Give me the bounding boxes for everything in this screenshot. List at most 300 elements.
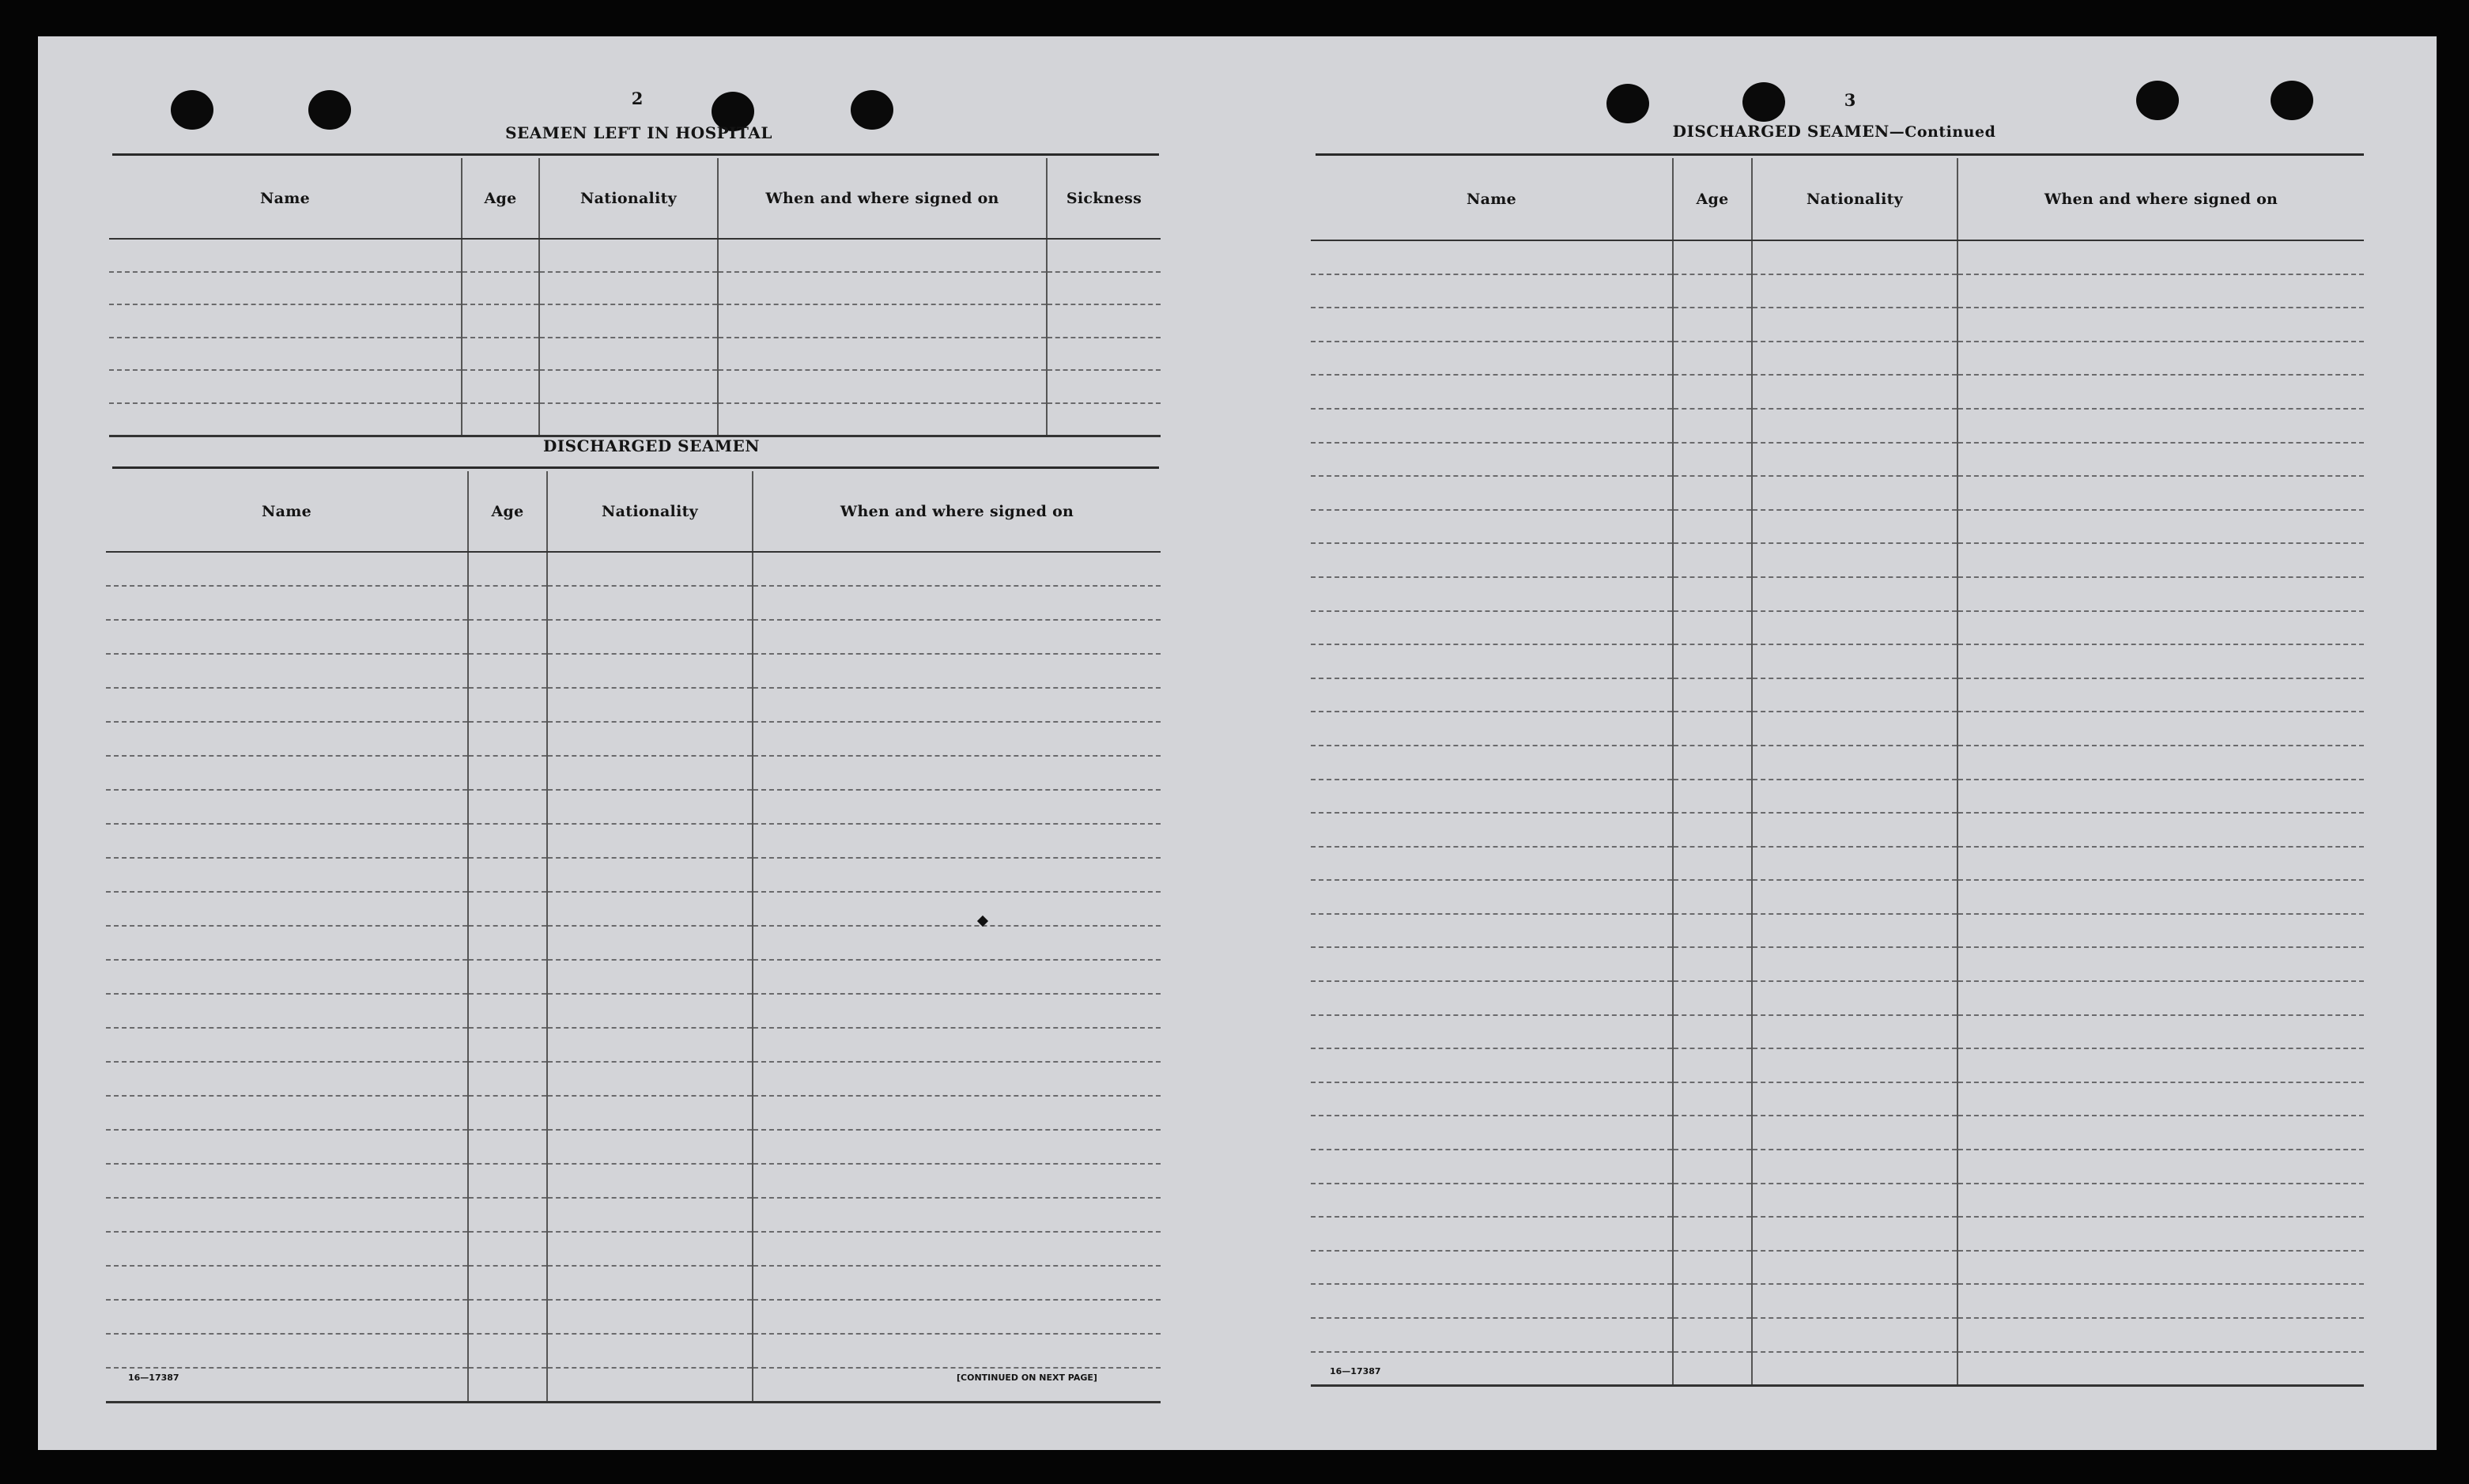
blank-entry-cell[interactable] <box>753 1198 1161 1232</box>
blank-entry-cell[interactable] <box>1673 1048 1752 1082</box>
blank-entry-cell[interactable] <box>1311 375 1673 409</box>
blank-entry-cell[interactable] <box>106 960 468 994</box>
blank-entry-cell[interactable] <box>106 1300 468 1334</box>
blank-entry-cell[interactable] <box>468 620 547 654</box>
table-row <box>1311 1318 2364 1352</box>
blank-entry-cell[interactable] <box>1957 1184 2364 1218</box>
blank-entry-cell[interactable] <box>1673 577 1752 611</box>
blank-entry-cell[interactable] <box>1673 813 1752 847</box>
blank-entry-cell[interactable] <box>1752 746 1957 780</box>
blank-entry-cell[interactable] <box>109 370 462 403</box>
column-header: Nationality <box>539 158 718 239</box>
table-row <box>106 1130 1161 1164</box>
blank-entry-cell[interactable] <box>468 1028 547 1062</box>
blank-entry-cell[interactable] <box>1957 947 2364 981</box>
blank-entry-cell[interactable] <box>1311 712 1673 746</box>
blank-entry-cell[interactable] <box>106 1232 468 1266</box>
blank-entry-cell[interactable] <box>547 1096 753 1130</box>
blank-entry-cell[interactable] <box>468 1062 547 1096</box>
blank-entry-cell[interactable] <box>1957 880 2364 914</box>
blank-entry-cell[interactable] <box>547 586 753 620</box>
blank-entry-cell[interactable] <box>753 892 1161 926</box>
blank-entry-cell[interactable] <box>462 338 539 371</box>
table-row <box>1311 813 2364 847</box>
blank-entry-cell[interactable] <box>753 1300 1161 1334</box>
blank-entry-cell[interactable] <box>1752 644 1957 678</box>
blank-entry-cell[interactable] <box>718 338 1047 371</box>
blank-entry-cell[interactable] <box>1957 1015 2364 1049</box>
blank-entry-cell[interactable] <box>1752 443 1957 477</box>
blank-entry-cell[interactable] <box>106 1062 468 1096</box>
blank-entry-cell[interactable] <box>1673 947 1752 981</box>
blank-entry-cell[interactable] <box>1957 611 2364 645</box>
blank-entry-cell[interactable] <box>468 994 547 1028</box>
blank-entry-cell[interactable] <box>547 892 753 926</box>
blank-entry-cell[interactable] <box>1957 443 2364 477</box>
blank-entry-cell[interactable] <box>547 926 753 960</box>
blank-entry-cell[interactable] <box>106 1130 468 1164</box>
blank-entry-cell[interactable] <box>1752 1048 1957 1082</box>
table-row <box>1311 1352 2364 1386</box>
blank-entry-cell[interactable] <box>468 858 547 892</box>
blank-entry-cell[interactable] <box>106 756 468 790</box>
blank-entry-cell[interactable] <box>753 1096 1161 1130</box>
blank-entry-cell[interactable] <box>547 620 753 654</box>
table-row <box>1311 746 2364 780</box>
blank-entry-cell[interactable] <box>1752 342 1957 376</box>
section-rule <box>1316 153 2364 156</box>
blank-entry-cell[interactable] <box>106 790 468 824</box>
blank-entry-cell[interactable] <box>1311 1251 1673 1285</box>
blank-entry-cell[interactable] <box>1311 1217 1673 1251</box>
blank-entry-cell[interactable] <box>1957 746 2364 780</box>
blank-entry-cell[interactable] <box>109 403 462 436</box>
table-row <box>1311 914 2364 948</box>
blank-entry-cell[interactable] <box>1957 1150 2364 1184</box>
blank-entry-cell[interactable] <box>1311 543 1673 577</box>
blank-entry-cell[interactable] <box>1311 1116 1673 1150</box>
discharged-continued-title <box>1673 122 1996 141</box>
blank-entry-cell[interactable] <box>1311 342 1673 376</box>
table-row <box>106 1300 1161 1334</box>
blank-entry-cell[interactable] <box>1311 409 1673 443</box>
blank-entry-cell[interactable] <box>1752 1318 1957 1352</box>
blank-entry-cell[interactable] <box>1752 308 1957 342</box>
blank-entry-cell[interactable] <box>547 688 753 722</box>
table-row <box>1311 443 2364 477</box>
blank-entry-cell[interactable] <box>539 338 718 371</box>
blank-entry-cell[interactable] <box>468 824 547 858</box>
blank-entry-cell[interactable] <box>547 722 753 756</box>
blank-entry-cell[interactable] <box>753 1062 1161 1096</box>
blank-entry-cell[interactable] <box>1673 1318 1752 1352</box>
blank-entry-cell[interactable] <box>718 272 1047 305</box>
blank-entry-cell[interactable] <box>539 304 718 338</box>
blank-entry-cell[interactable] <box>1311 1284 1673 1318</box>
blank-entry-cell[interactable] <box>547 1130 753 1164</box>
table-row <box>1311 1082 2364 1116</box>
blank-entry-cell[interactable] <box>1673 409 1752 443</box>
blank-entry-cell[interactable] <box>1752 274 1957 308</box>
blank-entry-cell[interactable] <box>106 1198 468 1232</box>
blank-entry-cell[interactable] <box>1957 308 2364 342</box>
blank-entry-cell[interactable] <box>1957 342 2364 376</box>
blank-entry-cell[interactable] <box>1957 375 2364 409</box>
blank-entry-cell[interactable] <box>1311 1150 1673 1184</box>
blank-entry-cell[interactable] <box>1752 780 1957 814</box>
blank-entry-cell[interactable] <box>109 239 462 272</box>
blank-entry-cell[interactable] <box>468 1096 547 1130</box>
blank-entry-cell[interactable] <box>1673 1150 1752 1184</box>
blank-entry-cell[interactable] <box>1673 443 1752 477</box>
table-row <box>1311 947 2364 981</box>
blank-entry-cell[interactable] <box>1047 304 1161 338</box>
blank-entry-cell[interactable] <box>1752 1352 1957 1386</box>
blank-entry-cell[interactable] <box>1752 1217 1957 1251</box>
blank-entry-cell[interactable] <box>539 239 718 272</box>
blank-entry-cell[interactable] <box>1047 239 1161 272</box>
blank-entry-cell[interactable] <box>106 688 468 722</box>
blank-entry-cell[interactable] <box>1957 409 2364 443</box>
blank-entry-cell[interactable] <box>753 1130 1161 1164</box>
page-number: 3 <box>1844 90 1856 110</box>
blank-entry-cell[interactable] <box>468 1198 547 1232</box>
blank-entry-cell[interactable] <box>106 994 468 1028</box>
blank-entry-cell[interactable] <box>1311 274 1673 308</box>
blank-entry-cell[interactable] <box>106 552 468 586</box>
form-number: 16—17387 <box>1330 1366 1381 1376</box>
blank-entry-cell[interactable] <box>1673 1251 1752 1285</box>
blank-entry-cell[interactable] <box>468 654 547 688</box>
blank-entry-cell[interactable] <box>106 1028 468 1062</box>
blank-entry-cell[interactable] <box>1673 981 1752 1015</box>
blank-entry-cell[interactable] <box>106 858 468 892</box>
table-row <box>1311 847 2364 881</box>
blank-entry-cell[interactable] <box>1673 510 1752 544</box>
blank-entry-cell[interactable] <box>1311 1318 1673 1352</box>
blank-entry-cell[interactable] <box>718 239 1047 272</box>
blank-entry-cell[interactable] <box>1311 1015 1673 1049</box>
blank-entry-cell[interactable] <box>109 304 462 338</box>
blank-entry-cell[interactable] <box>462 370 539 403</box>
blank-entry-cell[interactable] <box>753 858 1161 892</box>
blank-entry-cell[interactable] <box>1047 272 1161 305</box>
table-row <box>1311 780 2364 814</box>
blank-entry-cell[interactable] <box>1957 644 2364 678</box>
blank-entry-cell[interactable] <box>1957 1048 2364 1082</box>
blank-entry-cell[interactable] <box>1311 746 1673 780</box>
blank-entry-cell[interactable] <box>1752 1150 1957 1184</box>
blank-entry-cell[interactable] <box>1752 1184 1957 1218</box>
table-row <box>1311 880 2364 914</box>
blank-entry-cell[interactable] <box>1673 1015 1752 1049</box>
blank-entry-cell[interactable] <box>1752 240 1957 274</box>
blank-entry-cell[interactable] <box>1673 1184 1752 1218</box>
record-sheet <box>38 36 2437 1450</box>
blank-entry-cell[interactable] <box>1957 914 2364 948</box>
blank-entry-cell[interactable] <box>106 722 468 756</box>
blank-entry-cell[interactable] <box>462 304 539 338</box>
table-row <box>1311 1251 2364 1285</box>
blank-entry-cell[interactable] <box>106 824 468 858</box>
blank-entry-cell[interactable] <box>1752 914 1957 948</box>
blank-entry-cell[interactable] <box>1752 947 1957 981</box>
blank-entry-cell[interactable] <box>1311 1082 1673 1116</box>
blank-entry-cell[interactable] <box>106 1334 468 1368</box>
blank-entry-cell[interactable] <box>468 1130 547 1164</box>
blank-entry-cell[interactable] <box>547 1334 753 1368</box>
blank-entry-cell[interactable] <box>468 790 547 824</box>
blank-entry-cell[interactable] <box>1752 611 1957 645</box>
blank-entry-cell[interactable] <box>1311 308 1673 342</box>
blank-entry-cell[interactable] <box>753 994 1161 1028</box>
blank-entry-cell[interactable] <box>753 756 1161 790</box>
blank-entry-cell[interactable] <box>1311 611 1673 645</box>
blank-entry-cell[interactable] <box>547 824 753 858</box>
blank-entry-cell[interactable] <box>547 858 753 892</box>
blank-entry-cell[interactable] <box>718 304 1047 338</box>
blank-entry-cell[interactable] <box>462 239 539 272</box>
blank-entry-cell[interactable] <box>1673 880 1752 914</box>
table-row <box>106 1198 1161 1232</box>
right-page <box>1271 36 2437 1450</box>
blank-entry-cell[interactable] <box>1957 813 2364 847</box>
blank-entry-cell[interactable] <box>1673 308 1752 342</box>
blank-entry-cell[interactable] <box>1673 644 1752 678</box>
blank-entry-cell[interactable] <box>1752 1015 1957 1049</box>
blank-entry-cell[interactable] <box>1957 1318 2364 1352</box>
blank-entry-cell[interactable] <box>547 994 753 1028</box>
blank-entry-cell[interactable] <box>1311 780 1673 814</box>
blank-entry-cell[interactable] <box>547 552 753 586</box>
blank-entry-cell[interactable] <box>1752 1116 1957 1150</box>
table-row <box>106 994 1161 1028</box>
blank-entry-cell[interactable] <box>1752 1284 1957 1318</box>
blank-entry-cell[interactable] <box>1957 476 2364 510</box>
table-row <box>1311 1217 2364 1251</box>
blank-entry-cell[interactable] <box>1311 847 1673 881</box>
table-row <box>106 722 1161 756</box>
blank-entry-cell[interactable] <box>1311 644 1673 678</box>
blank-entry-cell[interactable] <box>547 1266 753 1300</box>
blank-entry-cell[interactable] <box>106 620 468 654</box>
blank-entry-cell[interactable] <box>468 1232 547 1266</box>
blank-entry-cell[interactable] <box>753 1266 1161 1300</box>
blank-entry-cell[interactable] <box>1673 240 1752 274</box>
table-row <box>1311 510 2364 544</box>
blank-entry-cell[interactable] <box>753 620 1161 654</box>
blank-entry-cell[interactable] <box>547 1062 753 1096</box>
blank-entry-cell[interactable] <box>468 1368 547 1402</box>
blank-entry-cell[interactable] <box>1673 375 1752 409</box>
blank-entry-cell[interactable] <box>1752 409 1957 443</box>
blank-entry-cell[interactable] <box>1673 543 1752 577</box>
blank-entry-cell[interactable] <box>1752 1251 1957 1285</box>
blank-entry-cell[interactable] <box>1673 914 1752 948</box>
column-header: Age <box>468 471 547 552</box>
blank-entry-cell[interactable] <box>1957 1284 2364 1318</box>
blank-entry-cell[interactable] <box>547 1232 753 1266</box>
blank-entry-cell[interactable] <box>106 926 468 960</box>
table-row <box>1311 308 2364 342</box>
table-row <box>106 1096 1161 1130</box>
blank-entry-cell[interactable] <box>1957 543 2364 577</box>
blank-entry-cell[interactable] <box>1752 1082 1957 1116</box>
blank-entry-cell[interactable] <box>1311 678 1673 712</box>
blank-entry-cell[interactable] <box>1673 746 1752 780</box>
blank-entry-cell[interactable] <box>753 1164 1161 1198</box>
blank-entry-cell[interactable] <box>718 370 1047 403</box>
blank-entry-cell[interactable] <box>753 586 1161 620</box>
blank-entry-cell[interactable] <box>1957 274 2364 308</box>
blank-entry-cell[interactable] <box>1957 847 2364 881</box>
blank-entry-cell[interactable] <box>547 960 753 994</box>
blank-entry-cell[interactable] <box>1752 712 1957 746</box>
blank-entry-cell[interactable] <box>1673 847 1752 881</box>
blank-entry-cell[interactable] <box>1957 981 2364 1015</box>
blank-entry-cell[interactable] <box>547 756 753 790</box>
blank-entry-cell[interactable] <box>1957 780 2364 814</box>
blank-entry-cell[interactable] <box>539 370 718 403</box>
table-row <box>109 370 1161 403</box>
blank-entry-cell[interactable] <box>468 960 547 994</box>
blank-entry-cell[interactable] <box>1047 403 1161 436</box>
blank-entry-cell[interactable] <box>718 403 1047 436</box>
blank-entry-cell[interactable] <box>539 272 718 305</box>
blank-entry-cell[interactable] <box>1957 1251 2364 1285</box>
blank-entry-cell[interactable] <box>753 688 1161 722</box>
blank-entry-cell[interactable] <box>468 552 547 586</box>
table-row <box>106 1028 1161 1062</box>
blank-entry-cell[interactable] <box>1957 678 2364 712</box>
blank-entry-cell[interactable] <box>1311 510 1673 544</box>
blank-entry-cell[interactable] <box>547 1028 753 1062</box>
blank-entry-cell[interactable] <box>1752 847 1957 881</box>
section-rule <box>112 466 1159 469</box>
blank-entry-cell[interactable] <box>753 824 1161 858</box>
table-row <box>106 1164 1161 1198</box>
blank-entry-cell[interactable] <box>1673 780 1752 814</box>
blank-entry-cell[interactable] <box>1673 1082 1752 1116</box>
blank-entry-cell[interactable] <box>1752 678 1957 712</box>
blank-entry-cell[interactable] <box>1957 240 2364 274</box>
blank-entry-cell[interactable] <box>106 1164 468 1198</box>
blank-entry-cell[interactable] <box>109 338 462 371</box>
blank-entry-cell[interactable] <box>1673 1116 1752 1150</box>
blank-entry-cell[interactable] <box>753 790 1161 824</box>
blank-entry-cell[interactable] <box>1752 375 1957 409</box>
blank-entry-cell[interactable] <box>1311 1184 1673 1218</box>
blank-entry-cell[interactable] <box>109 272 462 305</box>
blank-entry-cell[interactable] <box>1673 274 1752 308</box>
blank-entry-cell[interactable] <box>468 1266 547 1300</box>
blank-entry-cell[interactable] <box>1311 577 1673 611</box>
blank-entry-cell[interactable] <box>468 1164 547 1198</box>
blank-entry-cell[interactable] <box>1311 443 1673 477</box>
blank-entry-cell[interactable] <box>468 892 547 926</box>
blank-entry-cell[interactable] <box>1047 370 1161 403</box>
blank-entry-cell[interactable] <box>547 654 753 688</box>
blank-entry-cell[interactable] <box>753 654 1161 688</box>
blank-entry-cell[interactable] <box>1673 1284 1752 1318</box>
blank-entry-cell[interactable] <box>1673 611 1752 645</box>
blank-entry-cell[interactable] <box>1311 240 1673 274</box>
blank-entry-cell[interactable] <box>106 1266 468 1300</box>
blank-entry-cell[interactable] <box>1957 510 2364 544</box>
blank-entry-cell[interactable] <box>547 790 753 824</box>
table-row <box>1311 1150 2364 1184</box>
blank-entry-cell[interactable] <box>753 926 1161 960</box>
blank-entry-cell[interactable] <box>1752 813 1957 847</box>
blank-entry-cell[interactable] <box>539 403 718 436</box>
blank-entry-cell[interactable] <box>1752 577 1957 611</box>
blank-entry-cell[interactable] <box>1957 577 2364 611</box>
blank-entry-cell[interactable] <box>468 722 547 756</box>
blank-entry-cell[interactable] <box>753 960 1161 994</box>
blank-entry-cell[interactable] <box>1673 712 1752 746</box>
blank-entry-cell[interactable] <box>1311 981 1673 1015</box>
blank-entry-cell[interactable] <box>1957 1352 2364 1386</box>
blank-entry-cell[interactable] <box>468 1300 547 1334</box>
blank-entry-cell[interactable] <box>1673 476 1752 510</box>
blank-entry-cell[interactable] <box>753 722 1161 756</box>
blank-entry-cell[interactable] <box>1311 880 1673 914</box>
blank-entry-cell[interactable] <box>1311 947 1673 981</box>
blank-entry-cell[interactable] <box>1311 813 1673 847</box>
blank-entry-cell[interactable] <box>1047 338 1161 371</box>
blank-entry-cell[interactable] <box>1311 914 1673 948</box>
blank-entry-cell[interactable] <box>1311 476 1673 510</box>
blank-entry-cell[interactable] <box>1673 342 1752 376</box>
blank-entry-cell[interactable] <box>547 1368 753 1402</box>
blank-entry-cell[interactable] <box>1752 981 1957 1015</box>
blank-entry-cell[interactable] <box>106 654 468 688</box>
blank-entry-cell[interactable] <box>1752 510 1957 544</box>
blank-entry-cell[interactable] <box>1673 678 1752 712</box>
blank-entry-cell[interactable] <box>1752 476 1957 510</box>
blank-entry-cell[interactable] <box>468 926 547 960</box>
table-row <box>106 892 1161 926</box>
blank-entry-cell[interactable] <box>106 892 468 926</box>
blank-entry-cell[interactable] <box>106 586 468 620</box>
blank-entry-cell[interactable] <box>1752 543 1957 577</box>
section-rule <box>112 153 1159 156</box>
blank-entry-cell[interactable] <box>753 552 1161 586</box>
blank-entry-cell[interactable] <box>1311 1048 1673 1082</box>
blank-entry-cell[interactable] <box>753 1232 1161 1266</box>
blank-entry-cell[interactable] <box>468 1334 547 1368</box>
blank-entry-cell[interactable] <box>462 403 539 436</box>
blank-entry-cell[interactable] <box>468 586 547 620</box>
blank-entry-cell[interactable] <box>1673 1217 1752 1251</box>
blank-entry-cell[interactable] <box>547 1300 753 1334</box>
blank-entry-cell[interactable] <box>1957 1217 2364 1251</box>
blank-entry-cell[interactable] <box>468 756 547 790</box>
blank-entry-cell[interactable] <box>1752 880 1957 914</box>
column-header: Name <box>109 158 462 239</box>
blank-entry-cell[interactable] <box>547 1164 753 1198</box>
blank-entry-cell[interactable] <box>753 1334 1161 1368</box>
blank-entry-cell[interactable] <box>106 1096 468 1130</box>
blank-entry-cell[interactable] <box>1957 712 2364 746</box>
blank-entry-cell[interactable] <box>1957 1116 2364 1150</box>
blank-entry-cell[interactable] <box>1673 1352 1752 1386</box>
blank-entry-cell[interactable] <box>462 272 539 305</box>
blank-entry-cell[interactable] <box>468 688 547 722</box>
blank-entry-cell[interactable] <box>753 1028 1161 1062</box>
blank-entry-cell[interactable] <box>547 1198 753 1232</box>
blank-entry-cell[interactable] <box>1957 1082 2364 1116</box>
